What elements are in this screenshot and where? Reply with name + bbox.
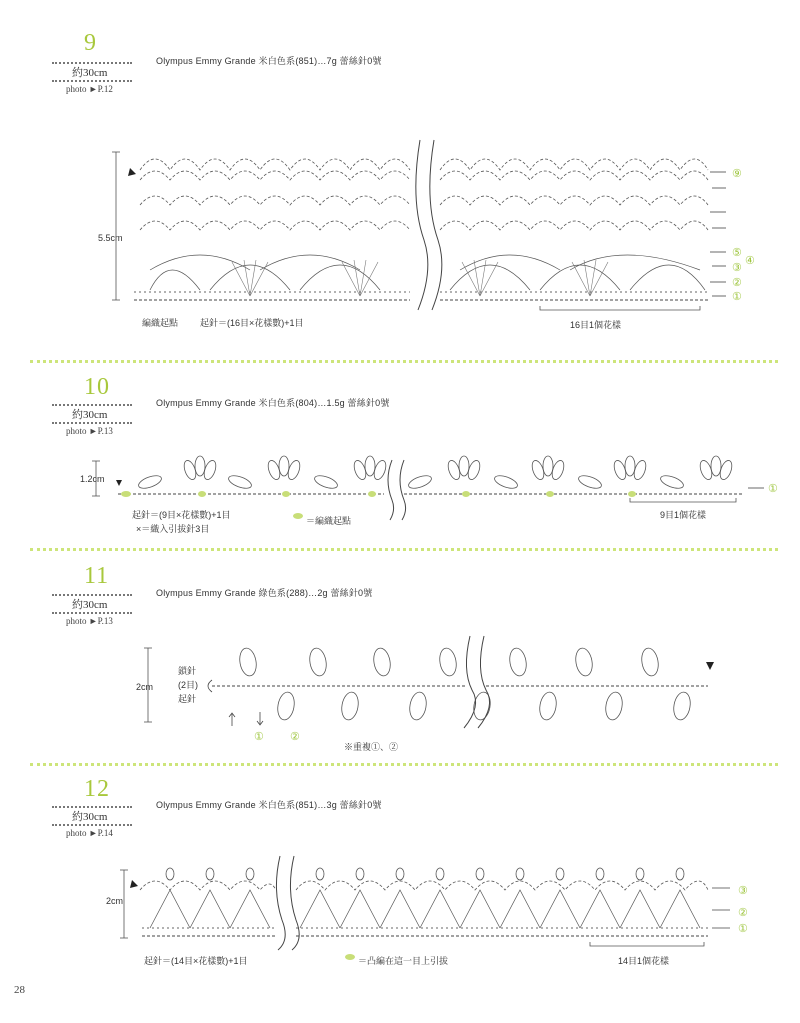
- yarn-info: Olympus Emmy Grande 米白色系(851)…7g 蕾絲針0號: [156, 56, 382, 66]
- height-label: 2cm: [106, 896, 124, 906]
- chain-count-label: 起針＝(9目×花樣數)+1目: [132, 510, 231, 520]
- row-marker: ①: [732, 291, 742, 303]
- chain-count-label: 起針＝(14目×花樣數)+1目: [144, 956, 248, 966]
- row-marker: ②: [290, 731, 300, 743]
- pattern-length: 約30cm: [72, 599, 108, 611]
- chain-label: 鎖針: [178, 666, 197, 676]
- photo-reference: photo ►P.12: [66, 84, 113, 94]
- height-label: 2cm: [136, 682, 154, 692]
- row-marker: ③: [732, 262, 742, 274]
- yarn-info: Olympus Emmy Grande 米白色系(851)…3g 蕾絲針0號: [156, 800, 382, 810]
- row-marker: ③: [738, 885, 748, 897]
- photo-reference: photo ►P.13: [66, 426, 113, 436]
- yarn-info: Olympus Emmy Grande 米白色系(804)…1.5g 蕾絲針0號: [156, 398, 390, 408]
- row-marker: ①: [738, 923, 748, 935]
- start-point-label: 編織起點: [142, 318, 179, 328]
- yarn-info: Olympus Emmy Grande 綠色系(288)…2g 蕾絲針0號: [156, 588, 373, 598]
- repeat-note: ※重複①、②: [344, 742, 399, 752]
- slip-stitch-note: ×＝織入引拔針3目: [136, 524, 210, 534]
- chain-count: (2目): [178, 680, 198, 690]
- row-marker: ①: [768, 483, 778, 495]
- pattern-length: 約30cm: [72, 67, 108, 79]
- chain-count-label: 起針＝(16目×花樣數)+1目: [200, 318, 304, 328]
- start-point-note: ＝編織起點: [306, 516, 352, 526]
- photo-reference: photo ►P.13: [66, 616, 113, 626]
- page-number: 28: [14, 984, 25, 996]
- pattern-number: 10: [84, 374, 110, 400]
- pattern-length: 約30cm: [72, 811, 108, 823]
- height-label: 5.5cm: [98, 233, 123, 243]
- picot-note: ＝凸編在這一目上引拔: [358, 956, 449, 966]
- pattern-length: 約30cm: [72, 409, 108, 421]
- pattern-number: 9: [84, 30, 97, 56]
- repeat-label: 16目1個花樣: [570, 320, 622, 330]
- row-marker: ⑤: [732, 247, 742, 259]
- row-marker: ④: [745, 255, 755, 267]
- row-marker: ②: [738, 907, 748, 919]
- row-marker: ②: [732, 277, 742, 289]
- photo-reference: photo ►P.14: [66, 828, 113, 838]
- start-label: 起針: [178, 694, 197, 704]
- repeat-label: 9目1個花樣: [660, 510, 707, 520]
- height-label: 1.2cm: [80, 474, 105, 484]
- row-marker: ①: [254, 731, 264, 743]
- row-marker: ⑨: [732, 168, 742, 180]
- repeat-label: 14目1個花樣: [618, 956, 670, 966]
- pattern-number: 12: [84, 776, 110, 802]
- pattern-number: 11: [84, 563, 110, 589]
